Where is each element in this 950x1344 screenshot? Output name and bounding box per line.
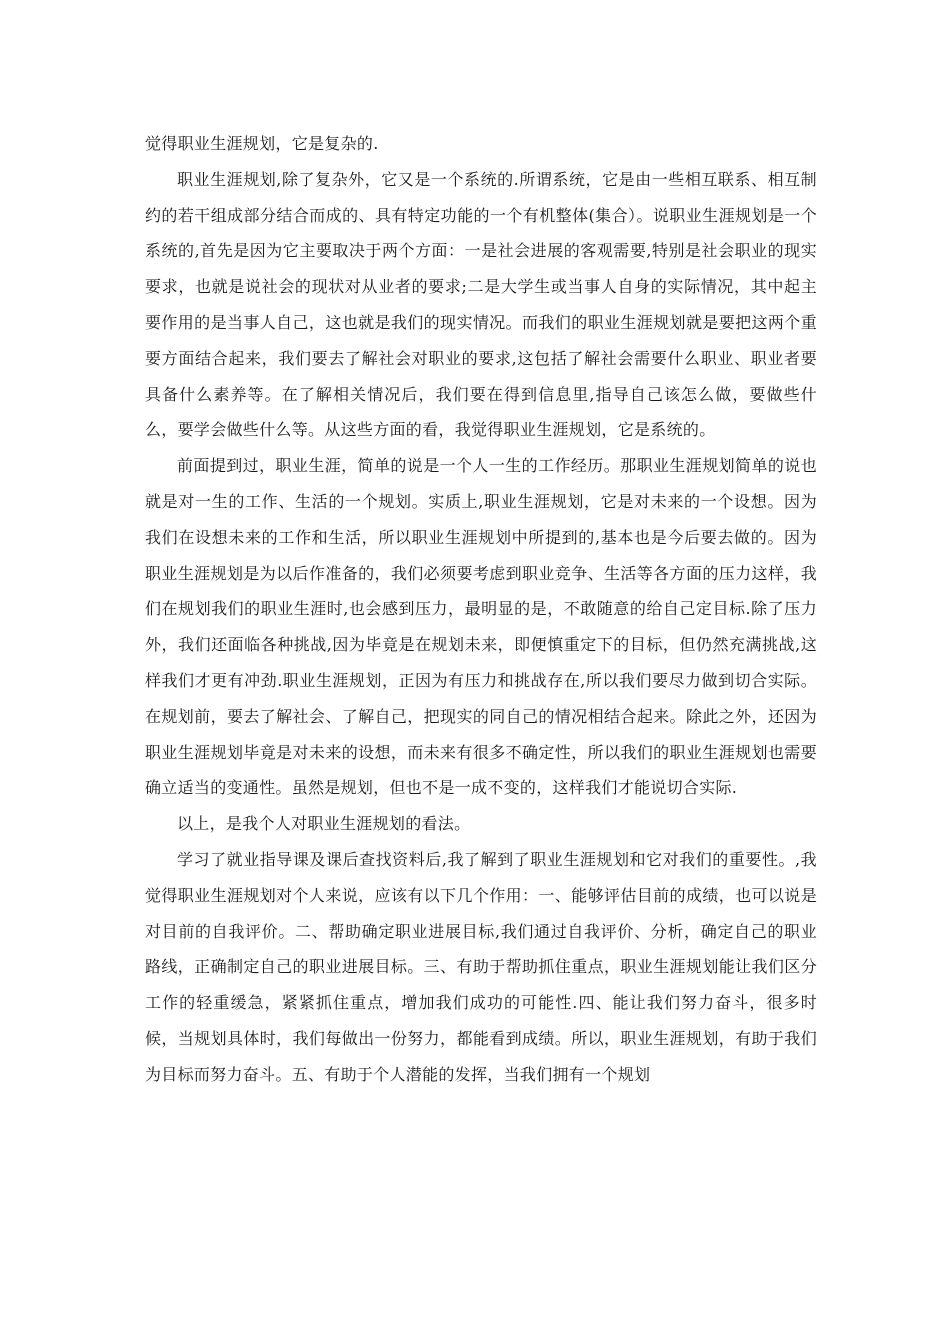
- paragraph-continuation: 觉得职业生涯规划，它是复杂的.: [145, 134, 379, 153]
- paragraph-importance: 学习了就业指导课及课后查找资料后,我了解到了职业生涯规划和它对我们的重要性。,我觉得职业生涯规划对个人来说，应该有以下几个作用：一、能够评估目前的成绩，也可以说是对目前的自我评价。二、帮助确定职业进展目标,我们通过自我评价、分析，确定自己的职业路线，正确制定自己的职业进展目标。三、有助于帮助抓住重点，职业生涯规划能让我们区分工作的轻重缓急，紧紧抓住重点，增加我们成功的可能性.四、能让我们努力奋斗，很多时候，当规划具体时，我们每做出一份努力，都能看到成绩。所以，职业生涯规划，有助于我们为目标而努力奋斗。五、有助于个人潜能的发挥，当我们拥有一个规划: [145, 849, 817, 1084]
- paragraph-future: 前面提到过，职业生涯，简单的说是一个人一生的工作经历。那职业生涯规划简单的说也就是对一生的工作、生活的一个规划。实质上,职业生涯规划，它是对未来的一个设想。因为我们在设想未来的工作和生活，所以职业生涯规划中所提到的,基本也是今后要去做的。因为职业生涯规划是为以后作准备的，我们必须要考虑到职业竞争、生活等各方面的压力这样，我们在规划我们的职业生涯时,也会感到压力，最明显的是，不敢随意的给自己定目标.除了压力外，我们还面临各种挑战,因为毕竟是在规划未来，即便慎重定下的目标，但仍然充满挑战,这样我们才更有冲劲.职业生涯规划，正因为有压力和挑战存在,所以我们要尽力做到切合实际。在规划前，要去了解社会、了解自己，把现实的同自己的情况相结合起来。除此之外，还因为职业生涯规划毕竟是对未来的设想，而未来有很多不确定性，所以我们的职业生涯规划也需要确立适当的变通性。虽然是规划，但也不是一成不变的，这样我们才能说切合实际.: [145, 456, 817, 798]
- paragraph-system: 职业生涯规划,除了复杂外，它又是一个系统的.所谓系统，它是由一些相互联系、相互制约的若干组成部分结合而成的、具有特定功能的一个有机整体(集合）。说职业生涯规划是一个系统的,首先是因为它主要取决于两个方面：一是社会进展的客观需要,特别是社会职业的现实要求，也就是说社会的现状对从业者的要求;二是大学生或当事人自身的实际情况，其中起主要作用的是当事人自己，这也就是我们的现实情况。而我们的职业生涯规划就是要把这两个重要方面结合起来，我们要去了解社会对职业的要求,这包括了解社会需要什么职业、职业者要具备什么素养等。在了解相关情况后，我们要在得到信息里,指导自己该怎么做，要做些什么，要学会做些什么等。从这些方面的看，我觉得职业生涯规划，它是系统的。: [145, 169, 817, 440]
- paragraph-summary: 以上，是我个人对职业生涯规划的看法。: [177, 814, 471, 834]
- document-body: [145, 126, 817, 1093]
